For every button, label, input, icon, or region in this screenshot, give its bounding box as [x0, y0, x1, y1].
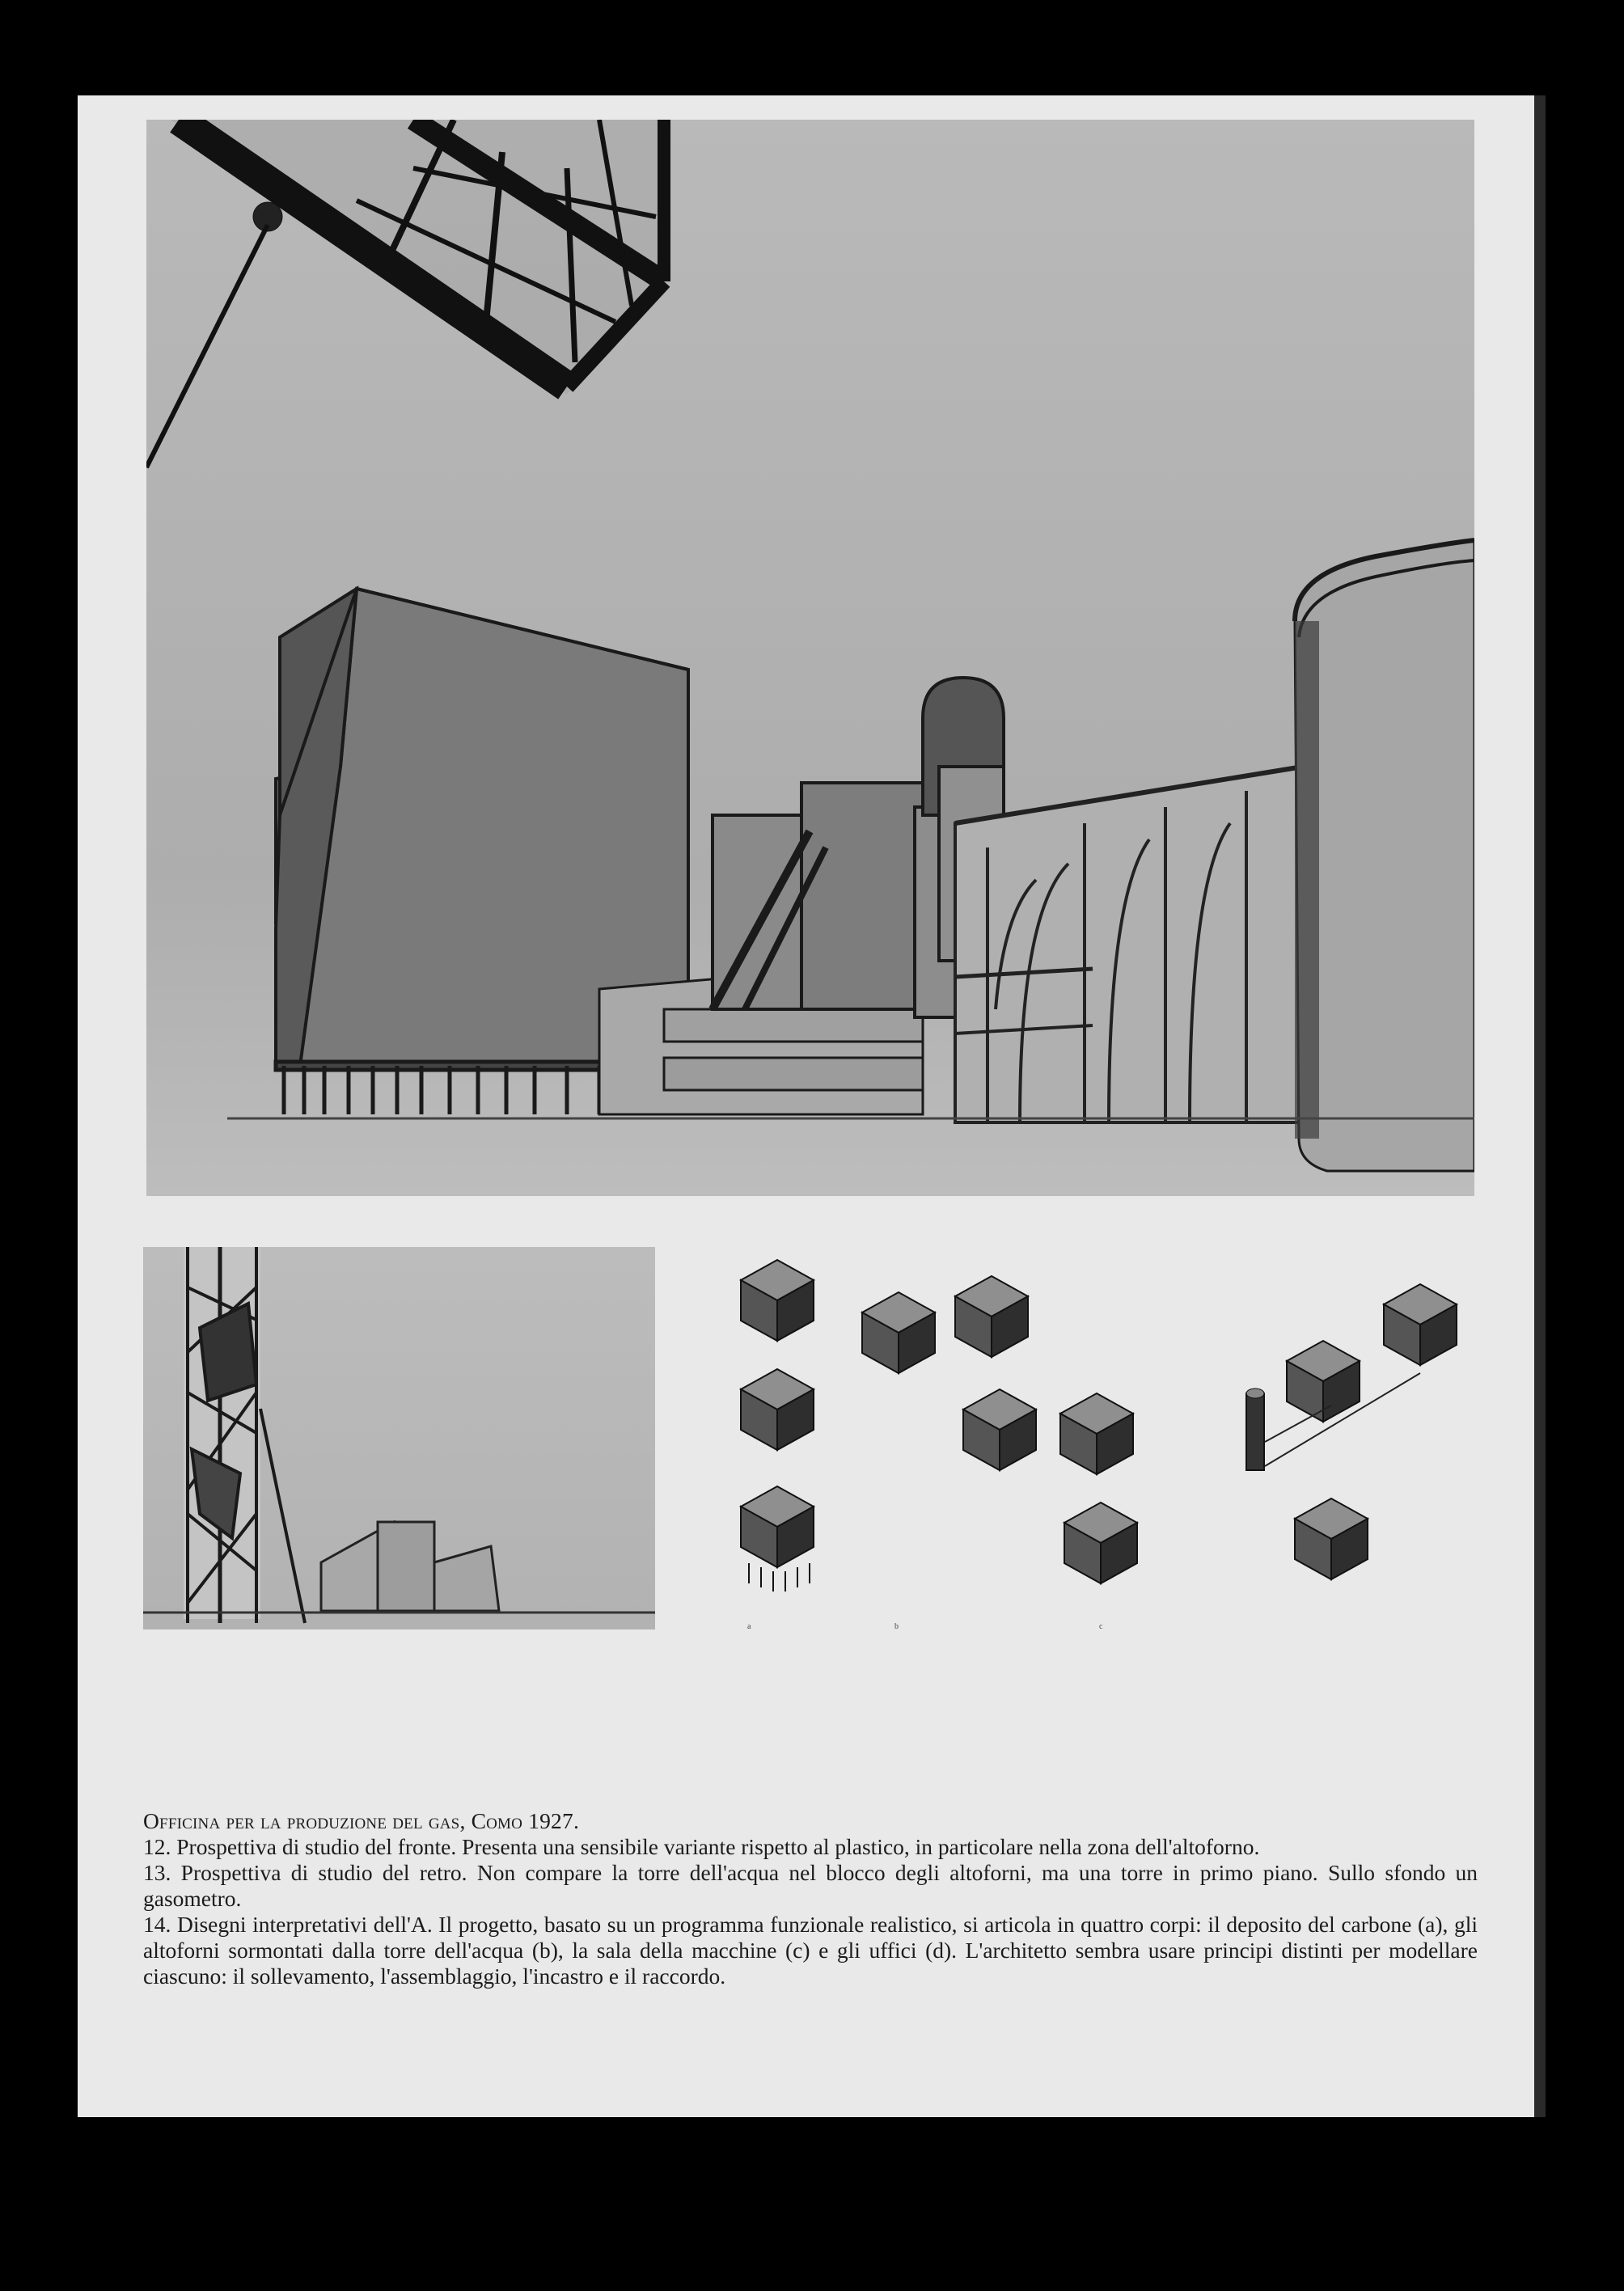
diagram-c-machine-hall [1060, 1393, 1137, 1583]
diagram-d-offices [1246, 1284, 1457, 1579]
caption-item-13: 13. Prospettiva di studio del retro. Non compare la torre dell'acqua nel blocco degli altoforni, ma una torre in primo piano. Sullo sfondo un gasometro. [143, 1860, 1478, 1911]
figure-caption [143, 1808, 1478, 1989]
page-edge-shadow [1534, 95, 1546, 2117]
figure-12-front-perspective [146, 120, 1474, 1196]
book-page [78, 95, 1534, 2117]
figure-13-rear-perspective [143, 1247, 655, 1629]
front-perspective-drawing [146, 120, 1474, 1196]
diagram-label-b: b [894, 1622, 899, 1631]
rear-buildings [321, 1522, 499, 1611]
diagram-a-coal-deposit [741, 1260, 814, 1591]
isometric-diagram-set [733, 1244, 1461, 1640]
caption-item-12: 12. Prospettiva di studio del fronte. Presenta una sensibile variante rispetto al plastico, in particolare nella zona dell'altoforno. [143, 1834, 1260, 1859]
rear-perspective-drawing [143, 1247, 655, 1629]
blast-furnace-block [713, 783, 971, 1017]
diagram-label-a: a [747, 1622, 751, 1631]
caption-item-14: 14. Disegni interpretativi dell'A. Il progetto, basato su un programma funzionale realistico, si articola in quattro corpi: il deposito del carbone (a), gli altoforni sormontati dalla torre dell'acqua (b), la sala della macchine (c) e gli uffici (d). L'architetto sembra usare principi distinti per modellare ciascuno: il sollevamento, l'assemblaggio, l'incastro e il raccordo. [143, 1912, 1478, 1989]
diagram-b-blast-furnaces [862, 1276, 1036, 1470]
figure-14-isometric-diagrams [733, 1244, 1461, 1640]
gasometer [1295, 540, 1474, 1171]
lattice-tower [184, 1247, 305, 1623]
crane-gantry [146, 120, 664, 467]
diagram-label-c: c [1099, 1622, 1103, 1631]
arched-hall [955, 767, 1303, 1122]
caption-title: Officina per la produzione del gas, Como 1927. [143, 1808, 580, 1833]
